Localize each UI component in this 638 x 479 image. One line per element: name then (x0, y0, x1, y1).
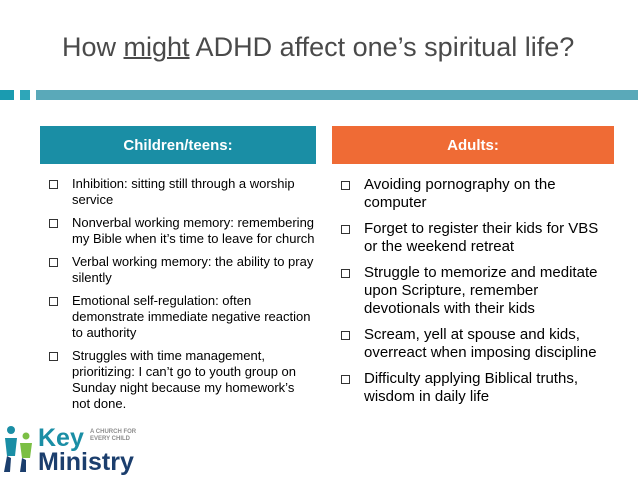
list-item-text: Verbal working memory: the ability to pray silently (72, 254, 314, 285)
checkbox-bullet-icon (49, 219, 58, 228)
figures-logo-icon (2, 424, 36, 474)
children-teens-list (40, 176, 315, 419)
slide-title (62, 32, 574, 63)
list-item (40, 254, 315, 286)
list-item-text: Scream, yell at spouse and kids, overreact when imposing discipline (364, 326, 597, 361)
title-prefix: How (62, 32, 124, 62)
checkbox-bullet-icon (49, 258, 58, 267)
title-emphasis: might (123, 32, 190, 62)
list-item-text: Struggles with time management, prioritizing: I can’t go to youth group on Sunday night because my homework’s not done. (72, 348, 297, 411)
list-item-text: Struggle to memorize and meditate upon Scripture, remember devotionals with their kids (364, 264, 598, 317)
title-suffix: ADHD affect one’s spiritual life? (189, 32, 575, 62)
checkbox-bullet-icon (341, 181, 350, 190)
checkbox-bullet-icon (341, 375, 350, 384)
list-item-text: Avoiding pornography on the computer (364, 176, 556, 211)
key-ministry-logo (2, 424, 137, 476)
checkbox-bullet-icon (49, 297, 58, 306)
list-item (332, 370, 614, 406)
list-item (40, 293, 315, 341)
list-item (332, 176, 614, 212)
list-item-text: Inhibition: sitting still through a worship service (72, 176, 295, 207)
list-item-text: Forget to register their kids for VBS or the weekend retreat (364, 220, 599, 255)
list-item-text: Emotional self-regulation: often demonstrate immediate negative reaction to authority (72, 293, 311, 340)
accent-band-segment (0, 90, 14, 100)
list-item (332, 326, 614, 362)
accent-band (36, 90, 638, 100)
list-item (40, 176, 315, 208)
list-item-text: Nonverbal working memory: remembering my Bible when it’s time to leave for church (72, 215, 315, 246)
checkbox-bullet-icon (341, 225, 350, 234)
list-item-text: Difficulty applying Biblical truths, wisdom in daily life (364, 370, 578, 405)
accent-band-segment (20, 90, 30, 100)
logo-tagline: A CHURCH FOR EVERY CHILD (90, 429, 137, 442)
list-item (40, 348, 315, 412)
checkbox-bullet-icon (341, 269, 350, 278)
list-item (332, 264, 614, 318)
checkbox-bullet-icon (49, 352, 58, 361)
list-item (332, 220, 614, 256)
adults-heading: Adults: (332, 126, 614, 164)
checkbox-bullet-icon (49, 180, 58, 189)
list-item (40, 215, 315, 247)
checkbox-bullet-icon (341, 331, 350, 340)
logo-key-text: Key (38, 424, 84, 452)
adults-list (332, 176, 614, 414)
logo-ministry-text: Ministry (38, 448, 134, 476)
children-teens-heading: Children/teens: (40, 126, 316, 164)
